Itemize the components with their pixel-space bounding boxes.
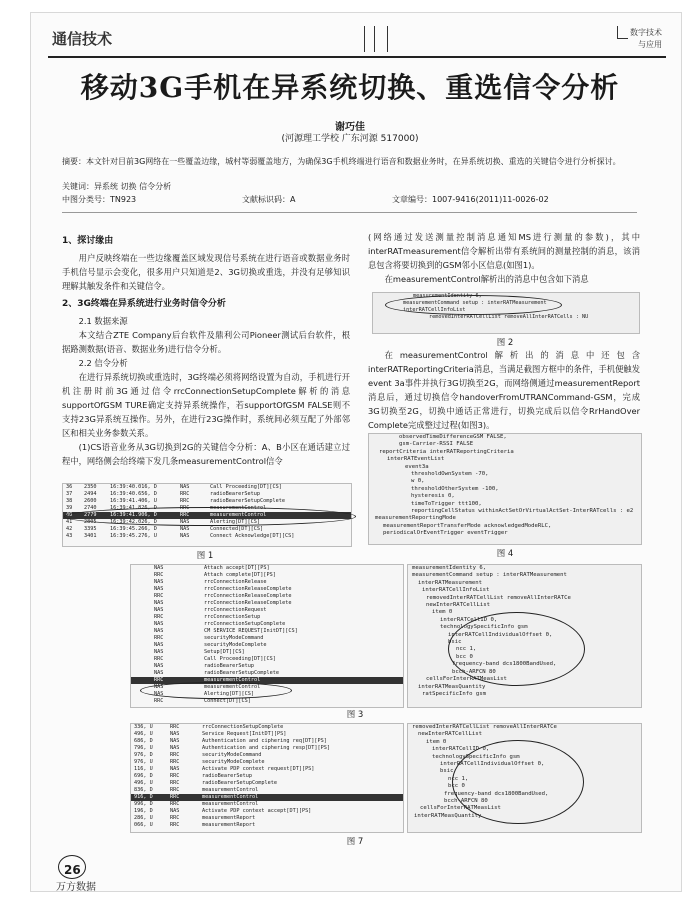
- table-cell: 43: [66, 533, 73, 539]
- log-message: rrcConnectionReleaseComplete: [204, 600, 292, 606]
- log-message: measurementControl: [204, 684, 261, 690]
- heading-2: 2、3G终端在异系统进行业务时信令分析: [62, 299, 226, 309]
- table-cell: 42: [66, 526, 73, 532]
- right-column-cont: [368, 348, 640, 432]
- log-proto: NAS: [154, 670, 164, 676]
- log-line: [131, 670, 403, 677]
- log-proto: NAS: [154, 628, 164, 634]
- log-proto: NAS: [154, 621, 164, 627]
- journal-logo: 数字技术 与应用: [617, 26, 662, 50]
- log-cell: radioBearerSetupComplete: [202, 780, 277, 786]
- table-cell: Connected[DT][CS]: [210, 526, 264, 532]
- figure-4-screenshot: [368, 433, 642, 545]
- log-proto: NAS: [154, 691, 164, 697]
- log-line: [131, 801, 403, 808]
- log-line: [131, 607, 403, 614]
- log-line: [131, 579, 403, 586]
- table-cell: NAS: [180, 484, 190, 490]
- log-line: [131, 808, 403, 815]
- table-cell: 3395: [84, 526, 97, 532]
- log-cell: 796, U: [134, 745, 153, 751]
- left-column: [62, 230, 350, 468]
- log-cell: NAS: [170, 738, 180, 744]
- author: 谢巧佳: [335, 122, 365, 133]
- log-proto: RRC: [154, 572, 164, 578]
- log-cell: 196, D: [134, 808, 153, 814]
- journal-header: [48, 22, 666, 58]
- log-cell: securityModeComplete: [202, 759, 265, 765]
- tree-node: event3a: [405, 463, 429, 470]
- log-proto: NAS: [154, 684, 164, 690]
- clc-number: 中图分类号：TN923: [62, 195, 137, 204]
- tree-node: gsm-Carrier-RSSI FALSE: [399, 441, 474, 448]
- table-cell: radioBearerSetupComplete: [210, 498, 285, 504]
- log-cell: RRC: [170, 759, 180, 765]
- watermark: 万方数据: [56, 882, 96, 893]
- log-line: [131, 815, 403, 822]
- log-message: measurementControl: [204, 677, 261, 683]
- log-proto: RRC: [154, 656, 164, 662]
- log-line: [131, 656, 403, 663]
- log-cell: 976, D: [134, 752, 153, 758]
- table-cell: 16:39:42.026, D: [110, 519, 157, 525]
- figure-2-caption: 图 2: [496, 338, 514, 348]
- log-cell: RRC: [170, 815, 180, 821]
- table-cell: measurementControl: [210, 505, 267, 511]
- log-cell: 976, U: [134, 759, 153, 765]
- paragraph: 本文结合ZTE Company后台软件及鼎利公司Pioneer测试后台软件，根据路测数据(语音、数据业务)进行信令分析。: [62, 330, 350, 354]
- log-proto: RRC: [154, 614, 164, 620]
- tree-node: technologySpecificInfo gsm: [432, 753, 520, 760]
- tree-node: bcc 0: [448, 783, 465, 790]
- figure-2-screenshot: measurementIdentity 6, measurementCommand setup : interRATMeasurement interRATCellInfoList removedInterRATCellList removeAllInterRATCells : NU: [372, 292, 640, 334]
- log-cell: measurementReport: [202, 815, 256, 821]
- tree-node: cellsForInterRATMeasList: [426, 676, 507, 683]
- figure-1-caption: 图 1: [196, 551, 214, 561]
- log-cell: RRC: [170, 724, 180, 730]
- tree-node: interRATCellIndividualOffset 0,: [440, 761, 545, 768]
- log-line: [131, 752, 403, 759]
- abstract: 摘要：本文针对目前3G网络在一些覆盖边缘，城村等弱覆盖地方，为确保3G手机终端进行语音和数据业务时，在异系统切换、重选的关键信令进行分析探讨。: [62, 157, 621, 166]
- log-cell: 286, U: [134, 815, 153, 821]
- tree-node: thresholdOwnSystem -70,: [411, 471, 489, 478]
- paragraph: 在进行异系统切换或重选时，3G终端必须将网络设置为自动，手机进行开机注册时前3G通过信令rrcConnectionSetupComplete解析的消息supportOfGSM TURE确定支持异系统操作，若supportOfGSM FALSE则不支持23G异系统互操作。另外，在进行23G操作时，系统间必须互配了外部邻区和相关业务参数关系。: [62, 372, 350, 438]
- tree-node: removedInterRATCellList removeAllInterRATCe: [412, 724, 557, 730]
- log-proto: RRC: [154, 593, 164, 599]
- keywords: 关键词：异系统 切换 信令分析: [62, 182, 172, 191]
- table-cell: 2494: [84, 491, 97, 497]
- log-line: [131, 572, 403, 579]
- log-line: [131, 663, 403, 670]
- tree-node: interRATCellID 0,: [440, 616, 498, 623]
- log-line: [131, 822, 403, 829]
- table-cell: RRC: [180, 491, 190, 497]
- log-proto: NAS: [154, 586, 164, 592]
- affiliation: (河源理工学校 广东河源 517000): [281, 134, 419, 144]
- log-message: securityModeCommand: [204, 635, 264, 641]
- log-cell: RRC: [170, 801, 180, 807]
- log-cell: NAS: [170, 731, 180, 737]
- section-label: 通信技术: [52, 30, 113, 48]
- log-cell: RRC: [170, 822, 180, 828]
- page-number: 26: [58, 855, 88, 879]
- doc-code: 文献标识码：A: [242, 195, 296, 204]
- tree-node: interRATCellID 0,: [432, 746, 490, 753]
- paragraph: 在measurementControl解析出的消息中还包含interRATReportingCriteria消息，当满足截图方框中的条件，手机便触发event 3a事件并执行3G切换至2G，而网络侧通过measurementReport消息后，通过切换信令handoverFromUTRANCommand-GSM，完成3G切换至2G，切换中通话正常进行，切换完成后以信令RrHandOver Complete完成整过过程(如图3)。: [368, 350, 640, 430]
- table-cell: 38: [66, 498, 73, 504]
- log-cell: NAS: [170, 745, 180, 751]
- divider: [62, 212, 637, 213]
- log-line: [131, 642, 403, 649]
- tree-node: observedTimeDifferenceGSM FALSE,: [399, 434, 507, 440]
- table-row: [63, 491, 351, 498]
- log-line: [131, 766, 403, 773]
- table-cell: 2600: [84, 498, 97, 504]
- tree-node: item 0: [432, 609, 453, 616]
- log-cell: NAS: [170, 766, 180, 772]
- table-cell: Call Proceeding[DT][CS]: [210, 484, 282, 490]
- table-row: [63, 484, 351, 491]
- table-cell: 16:39:40.656, D: [110, 491, 157, 497]
- log-message: Setup[DT][CS]: [204, 649, 245, 655]
- log-line: [131, 759, 403, 766]
- log-cell: RRC: [170, 787, 180, 793]
- table-cell: 2350: [84, 484, 97, 490]
- log-message: rrcConnectionReleaseComplete: [204, 586, 292, 592]
- log-line: [131, 649, 403, 656]
- table-cell: RRC: [180, 498, 190, 504]
- log-cell: measurementControl: [202, 787, 259, 793]
- log-cell: radioBearerSetup: [202, 773, 252, 779]
- table-cell: 16:39:45.276, U: [110, 533, 157, 539]
- log-proto: RRC: [154, 698, 164, 704]
- tree-node: bsic: [448, 639, 462, 646]
- log-line: [131, 614, 403, 621]
- tree-node: ncc 1,: [448, 775, 469, 782]
- log-cell: 696, D: [134, 773, 153, 779]
- log-message: Alerting[DT][CS]: [204, 691, 254, 697]
- table-cell: Connect Acknowledge[DT][CS]: [210, 533, 295, 539]
- log-message: rrcConnectionRequest: [204, 607, 267, 613]
- tree-node: newInterRATCellList: [426, 602, 490, 609]
- log-line: [131, 621, 403, 628]
- tree-node: frequency-band dcs1800BandUsed,: [452, 661, 557, 668]
- log-message: rrcConnectionSetupComplete: [204, 621, 286, 627]
- tree-node: technologySpecificInfo gsm: [440, 624, 528, 631]
- tree-node: removedInterRATCellList removeAllInterRATCe: [426, 594, 571, 601]
- log-cell: measurementControl: [202, 801, 259, 807]
- log-line: [131, 565, 403, 572]
- log-proto: NAS: [154, 663, 164, 669]
- tree-node: interRATCellIndividualOffset 0,: [448, 631, 553, 638]
- log-proto: NAS: [154, 607, 164, 613]
- log-cell: 496, U: [134, 780, 153, 786]
- log-line: [131, 745, 403, 752]
- table-cell: NAS: [180, 526, 190, 532]
- log-cell: RRC: [170, 752, 180, 758]
- table-cell: 37: [66, 491, 73, 497]
- table-cell: RRC: [180, 512, 190, 518]
- log-message: rrcConnectionSetup: [204, 614, 261, 620]
- log-line: [131, 586, 403, 593]
- log-line: [131, 780, 403, 787]
- log-line: [131, 628, 403, 635]
- logo-mark-icon: [617, 26, 628, 39]
- log-proto: NAS: [154, 565, 164, 571]
- right-column: [368, 230, 640, 286]
- table-cell: 41: [66, 519, 73, 525]
- table-cell: 16:39:41.906, D: [110, 512, 157, 518]
- tree-node: bsic: [440, 768, 454, 775]
- log-proto: NAS: [154, 649, 164, 655]
- log-line: [131, 698, 403, 705]
- tree-node: thresholdOtherSystem -100,: [411, 485, 499, 492]
- tree-node: reportingCellStatus withinActSetOrVirtualActSet-InterRATcells : e2: [411, 508, 634, 515]
- tree-node: hysteresis 0,: [411, 493, 455, 500]
- log-message: Call Proceeding[DT][CS]: [204, 656, 276, 662]
- article-number: 文章编号：1007-9416(2011)11-0026-02: [392, 195, 549, 204]
- table-cell: 16:39:45.266, D: [110, 526, 157, 532]
- table-cell: RRC: [180, 505, 190, 511]
- table-cell: NAS: [180, 519, 190, 525]
- tree-node: w 0,: [411, 478, 425, 485]
- header-divider: [364, 26, 388, 52]
- paragraph: 在measurementControl解析出的消息中包含如下消息: [384, 274, 589, 284]
- log-cell: securityModeCommand: [202, 752, 262, 758]
- table-cell: 36: [66, 484, 73, 490]
- tree-node: reportCriteria interRATReportingCriteria: [379, 448, 514, 455]
- log-cell: 686, D: [134, 738, 153, 744]
- figure-4-caption: 图 4: [496, 549, 514, 559]
- tree-node: interRATMeasQuantity: [414, 812, 482, 819]
- tree-node: interRATEventList: [387, 456, 445, 463]
- table-row: [63, 526, 351, 533]
- tree-node: measurementReportingMode: [375, 515, 456, 522]
- table-row: [63, 533, 351, 540]
- log-cell: Authentication and ciphering req[DT][PS]: [202, 738, 327, 744]
- table-cell: Alerting[DT][CS]: [210, 519, 260, 525]
- table-cell: 2805: [84, 519, 97, 525]
- figure-3-caption: 图 3: [346, 710, 364, 720]
- table-cell: 3401: [84, 533, 97, 539]
- tree-node: measurementReportTransferMode acknowledgedModeRLC,: [383, 522, 552, 529]
- tree-node: ncc 1,: [456, 646, 477, 653]
- tree-node: interRATMeasurement: [418, 579, 482, 586]
- table-cell: measurementControl: [210, 512, 267, 518]
- highlight-ellipse: [385, 295, 562, 315]
- log-message: rrcConnectionReleaseComplete: [204, 593, 292, 599]
- log-cell: measurementReport: [202, 822, 256, 828]
- table-row: [63, 498, 351, 505]
- log-proto: NAS: [154, 642, 164, 648]
- log-cell: Authentication and ciphering resp[DT][PS]: [202, 745, 331, 751]
- paragraph: (网络通过发送测量控制消息通知MS进行测量的参数)，其中interRATmeasurement信令解析出带有系统间的测量控制的消息，该消息包含将要切换到的GSM邻小区信息(如图1)。: [368, 232, 640, 270]
- heading-1: 1、探讨缘由: [62, 236, 114, 246]
- tree-node: measurementCommand setup : interRATMeasurement: [412, 572, 567, 579]
- log-cell: 836, D: [134, 787, 153, 793]
- table-cell: NAS: [180, 533, 190, 539]
- log-cell: 996, D: [134, 801, 153, 807]
- tree-node: bcc 0: [456, 653, 473, 660]
- paper-title: 移动3G手机在异系统切换、重选信令分析: [80, 71, 620, 104]
- tree-node: frequency-band dcs1800BandUsed,: [444, 790, 549, 797]
- log-cell: 116, U: [134, 766, 153, 772]
- table-cell: 16:39:41.406, U: [110, 498, 157, 504]
- table-cell: 16:39:41.826, D: [110, 505, 157, 511]
- log-proto: RRC: [154, 677, 164, 683]
- log-message: securityModeComplete: [204, 642, 267, 648]
- log-cell: measurementControl: [202, 794, 259, 800]
- tree-node: interRATMeasQuantity: [418, 683, 486, 690]
- log-line: [131, 731, 403, 738]
- log-line: [131, 635, 403, 642]
- log-message: CM SERVICE REQUEST[InitDT][CS]: [204, 628, 298, 634]
- log-line: [131, 593, 403, 600]
- paragraph: (1)CS语音业务从3G切换到2G的关键信令分析：A、B小区在通话建立过程中，网络侧会给终端下发几条measurementControl信令: [62, 442, 350, 466]
- highlight-ellipse: [140, 682, 292, 699]
- tree-node: interRATCellInfoList: [422, 587, 490, 594]
- table-cell: 39: [66, 505, 73, 511]
- log-message: Attach complete[DT][PS]: [204, 572, 276, 578]
- figure-7-log: [130, 723, 404, 833]
- figure-7-caption: 图 7: [346, 837, 364, 847]
- tree-node: timeToTrigger ttt100,: [411, 500, 482, 507]
- log-message: radioBearerSetup: [204, 663, 254, 669]
- table-cell: 40: [66, 512, 73, 518]
- log-proto: NAS: [154, 600, 164, 606]
- log-message: Attach accept[DT][PS]: [204, 565, 270, 571]
- log-cell: rrcConnectionSetupComplete: [202, 724, 284, 730]
- log-cell: NAS: [170, 808, 180, 814]
- log-cell: 066, U: [134, 822, 153, 828]
- log-cell: Service Request[InitDT][PS]: [202, 731, 287, 737]
- log-line: [131, 724, 403, 731]
- tree-node: periodicalOrEventTrigger eventTrigger: [383, 530, 508, 537]
- tree-node: newInterRATCellList: [418, 731, 482, 738]
- log-message: rrcConnectionRelease: [204, 579, 267, 585]
- tree-node: cellsForInterRATMeasList: [420, 805, 501, 812]
- log-cell: Activate PDP context accept[DT][PS]: [202, 808, 312, 814]
- log-message: radioBearerSetupComplete: [204, 670, 279, 676]
- log-cell: RRC: [170, 794, 180, 800]
- log-proto: RRC: [154, 635, 164, 641]
- log-cell: 496, U: [134, 731, 153, 737]
- highlight-ellipse: [448, 612, 585, 686]
- log-cell: 916, D: [134, 794, 153, 800]
- highlight-ellipse: [64, 507, 356, 526]
- subheading: 2.1 数据来源: [78, 316, 128, 326]
- log-line: [131, 794, 403, 801]
- log-line: [131, 738, 403, 745]
- log-cell: RRC: [170, 780, 180, 786]
- log-proto: NAS: [154, 579, 164, 585]
- paragraph: 用户反映终端在一些边缘覆盖区域发现信号系统在进行语音或数据业务时手机信号显示会变化，很多用户只知道是2、3G切换或重选，并没有足够知识理解其触发条件和关键信令。: [62, 253, 350, 291]
- subheading: 2.2 信令分析: [78, 358, 128, 368]
- tree-node: item 0: [426, 738, 447, 745]
- log-message: Connect[DT][CS]: [204, 698, 251, 704]
- tree-node: ratSpecificInfo gsm: [422, 690, 486, 697]
- table-cell: 16:39:40.016, D: [110, 484, 157, 490]
- log-cell: Activate PDP context request[DT][PS]: [202, 766, 315, 772]
- log-line: [131, 773, 403, 780]
- tree-node: measurementIdentity 6,: [412, 565, 487, 571]
- log-cell: 336, U: [134, 724, 153, 730]
- table-cell: 2779: [84, 512, 97, 518]
- tree-node: bcch-ARFCN 80: [444, 798, 488, 805]
- log-line: [131, 600, 403, 607]
- table-cell: radioBearerSetup: [210, 491, 260, 497]
- table-cell: 2740: [84, 505, 97, 511]
- log-line: [131, 787, 403, 794]
- log-cell: RRC: [170, 773, 180, 779]
- highlight-ellipse: [452, 740, 584, 824]
- tree-node: bcch-ARFCN 80: [452, 668, 496, 675]
